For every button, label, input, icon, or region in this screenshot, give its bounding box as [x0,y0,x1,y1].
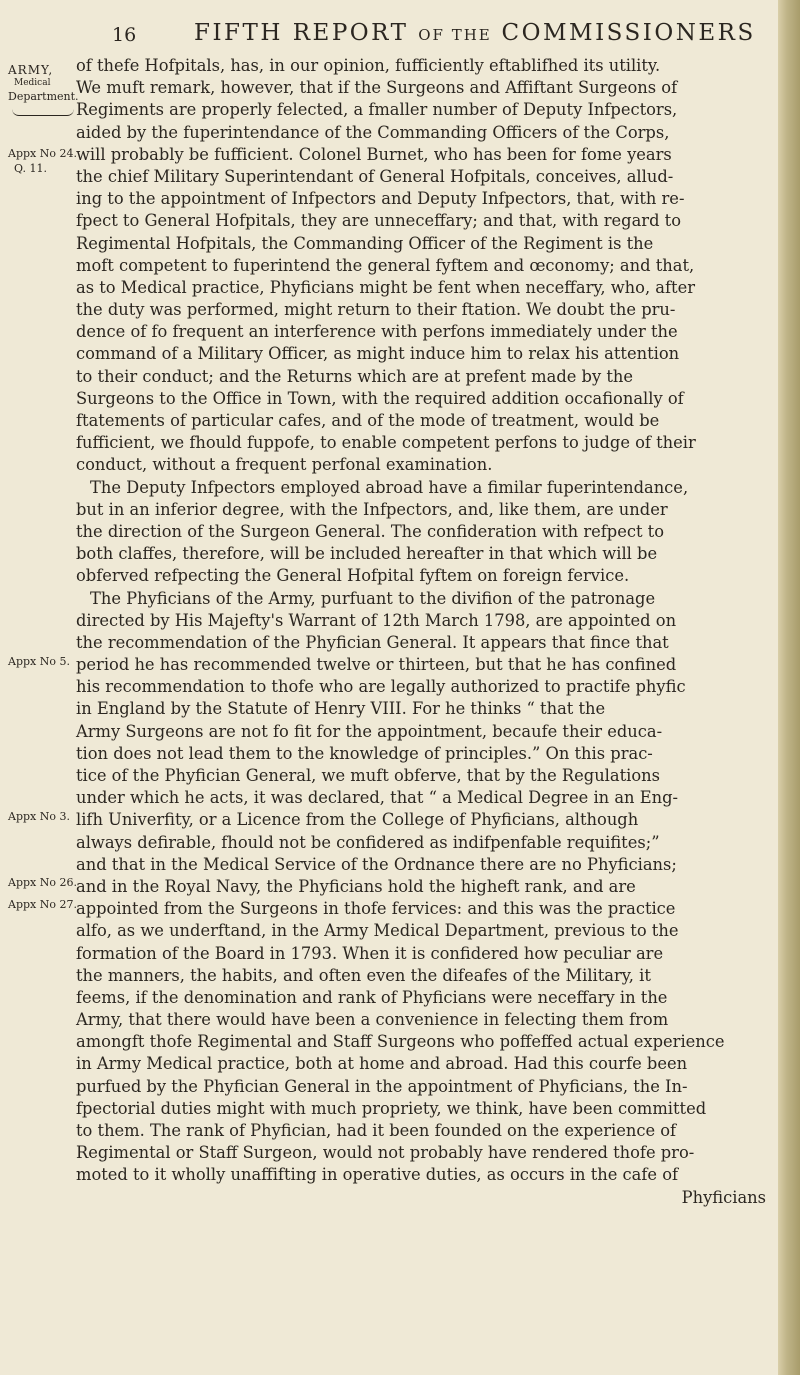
text-line: The Deputy Infpectors employed abroad have a fimilar fuperintendance, [90,477,689,497]
running-header [0,20,800,50]
text-line: both claffes, therefore, will be included hereafter in that which will be [76,544,658,564]
text-line: the duty was performed, might return to their ftation. We doubt the pru- [76,300,676,320]
text-line: ftatements of particular cafes, and of the mode of treatment, would be [76,411,660,430]
margin-note-medical: Medical [14,78,51,88]
margin-brace [12,109,74,116]
text-line: under which he acts, it was declared, that “ a Medical Degree in an Eng- [76,788,678,808]
text-line: but in an inferior degree, with the Infpectors, and, like them, are under [76,499,668,519]
margin-note-app-26: Appx No 26. [8,876,77,889]
text-line: fpect to General Hofpitals, they are unneceffary; and that, with regard to [76,211,682,231]
text-line: his recommendation to thofe who are legally authorized to practife phyfic [76,677,686,697]
text-line: obferved refpecting the General Hofpital fyftem on foreign fervice. [76,566,630,586]
running-title [194,20,756,46]
text-line: as to Medical practice, Phyficians might be fent when neceffary, who, after [76,277,696,297]
margin-note-app-27: Appx No 27. [8,898,77,911]
margin-note-department: Department. [8,90,79,103]
text-line: to them. The rank of Phyfician, had it been founded on the experience of [76,1121,677,1140]
text-line: formation of the Board in 1793. When it is confidered how peculiar are [76,943,664,963]
text-line: Army, that there would have been a convenience in felecting them from [76,1010,669,1030]
text-line: purfued by the Phyfician General in the appointment of Phyficians, the In- [76,1076,688,1096]
text-line: moted to it wholly unaffifting in operative duties, as occurs in the cafe of [76,1165,679,1185]
text-line: command of a Military Officer, as might induce him to relax his attention [76,344,680,364]
text-line: and that in the Medical Service of the Ordnance there are no Phyficians; [76,854,677,874]
text-line: of thefe Hofpitals, has, in our opinion, fufficiently eftablifhed its utility. [76,56,661,75]
text-line: fpectorial duties might with much propriety, we think, have been committed [76,1098,707,1118]
text-line: period he has recommended twelve or thirteen, but that he has confined [76,655,677,675]
text-line: Regimental Hofpitals, the Commanding Officer of the Regiment is the [76,233,654,253]
text-line: the direction of the Surgeon General. The confideration with refpect to [76,521,665,541]
text-line: will probably be fufficient. Colonel Burnet, who has been for fome years [76,144,672,164]
text-line: alfo, as we underftand, in the Army Medical Department, previous to the [76,921,679,941]
body-text [76,55,766,1209]
text-line: We muft remark, however, that if the Surgeons and Affiftant Surgeons of [76,78,678,98]
text-line: amongft thofe Regimental and Staff Surgeons who poffeffed actual experience [76,1032,725,1052]
text-line: tion does not lead them to the knowledge of principles.” On this prac- [76,743,653,763]
text-line: lifh Univerfity, or a Licence from the College of Phyficians, although [76,810,639,830]
text-line: in Army Medical practice, both at home and abroad. Had this courfe been [76,1054,688,1074]
text-line: the chief Military Superintendant of General Hofpitals, conceives, allud- [76,166,674,186]
text-line: feems, if the denomination and rank of Phyficians were neceffary in the [76,987,668,1007]
margin-note-app-3: Appx No 3. [8,810,70,823]
page-edge-shadow [778,0,800,1375]
margin-note-q11: Q. 11. [14,162,47,175]
text-line: moft competent to fuperintend the general fyftem and œconomy; and that, [76,255,695,275]
text-line: conduct, without a frequent perfonal examination. [76,455,493,475]
text-line: tice of the Phyfician General, we muft obferve, that by the Regulations [76,766,660,785]
text-line: always defirable, fhould not be confidered as indifpenfable requifites;” [76,832,660,852]
text-line: aided by the fuperintendance of the Commanding Officers of the Corps, [76,122,670,142]
running-title-main: FIFTH REPORT [194,20,409,46]
text-line: Surgeons to the Office in Town, with the required addition occafionally of [76,388,684,408]
text-line: The Phyficians of the Army, purfuant to the divifion of the patronage [90,588,656,608]
page-number: 16 [112,24,137,46]
running-title-of: OF THE [418,26,492,44]
text-line: fufficient, we fhould fuppofe, to enable competent perfons to judge of their [76,433,696,453]
margin-note-army: ARMY, [8,63,54,77]
text-line: Army Surgeons are not fo fit for the appointment, becaufe their educa- [76,721,663,741]
margin-note-app-24: Appx No 24. [8,147,77,160]
text-line: ing to the appointment of Infpectors and Deputy Infpectors, that, with re- [76,189,685,209]
text-line: Regiments are properly felected, a fmaller number of Deputy Infpectors, [76,100,678,120]
text-line: the manners, the habits, and often even the difeafes of the Military, it [76,965,651,985]
text-line: appointed from the Surgeons in thofe fervices: and this was the practice [76,899,676,919]
text-line: and in the Royal Navy, the Phyficians hold the higheft rank, and are [76,876,636,896]
text-line: to their conduct; and the Returns which are at prefent made by the [76,366,634,386]
running-title-end: COMMISSIONERS [501,20,756,46]
text-line: directed by His Majefty's Warrant of 12th March 1798, are appointed on [76,610,677,630]
text-line: Regimental or Staff Surgeon, would not probably have rendered thofe pro- [76,1143,695,1163]
text-line: dence of fo frequent an interference with perfons immediately under the [76,322,678,342]
margin-note-app-5: Appx No 5. [8,655,70,668]
catchword: Phyficians [681,1187,766,1207]
text-line: in England by the Statute of Henry VIII. For he thinks “ that the [76,699,606,719]
text-line: the recommendation of the Phyfician General. It appears that fince that [76,632,669,652]
